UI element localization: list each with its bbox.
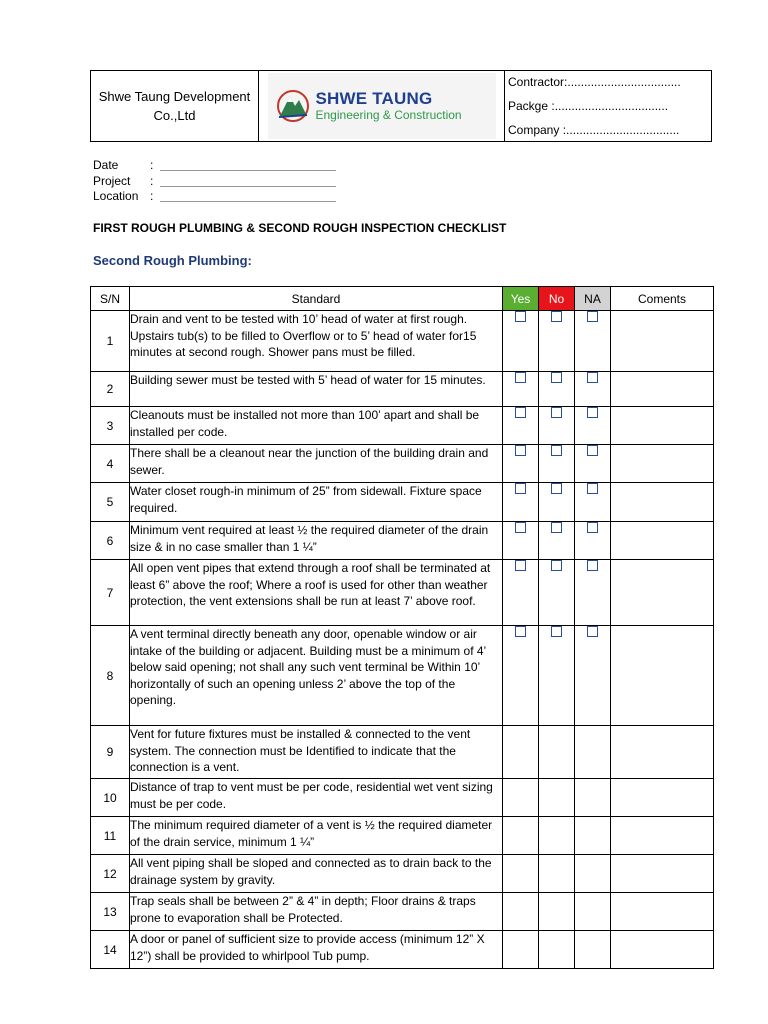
row-number: 6 — [91, 522, 130, 560]
cell-na[interactable] — [575, 522, 611, 560]
mountain-icon — [276, 86, 310, 126]
date-colon: : — [150, 158, 154, 172]
section-subtitle: Second Rough Plumbing: — [93, 253, 252, 268]
row-number: 11 — [91, 817, 130, 855]
checklist-table — [90, 286, 714, 969]
cell-na[interactable] — [575, 372, 611, 407]
cell-no — [539, 931, 575, 969]
cell-yes — [503, 893, 539, 931]
table-row — [91, 726, 714, 779]
cell-na — [575, 726, 611, 779]
standard-text: All open vent pipes that extend through a roof shall be terminated at least 6” above the roof; Where a roof is used for other than weather protection, the vent extensions shall be run at least 7’ above roof. — [130, 560, 503, 626]
yes-checkbox[interactable] — [515, 372, 526, 383]
cell-yes — [503, 779, 539, 817]
no-checkbox[interactable] — [551, 407, 562, 418]
location-input-line[interactable] — [160, 189, 336, 202]
table-row — [91, 931, 714, 969]
standard-text: Distance of trap to vent must be per code, residential wet vent sizing must be per code. — [130, 779, 503, 817]
cell-no[interactable] — [539, 522, 575, 560]
yes-checkbox[interactable] — [515, 483, 526, 494]
comment-cell[interactable] — [611, 522, 714, 560]
row-number: 10 — [91, 779, 130, 817]
no-checkbox[interactable] — [551, 522, 562, 533]
location-colon: : — [150, 189, 154, 203]
cell-yes — [503, 855, 539, 893]
project-row — [93, 174, 336, 190]
row-number: 7 — [91, 560, 130, 626]
header-standard: Standard — [130, 287, 503, 311]
standard-text: Vent for future fixtures must be installed & connected to the vent system. The connection must be Identified to indicate that the connection is a vent. — [130, 726, 503, 779]
cell-na[interactable] — [575, 626, 611, 726]
no-checkbox[interactable] — [551, 311, 562, 322]
no-checkbox[interactable] — [551, 445, 562, 456]
cell-yes[interactable] — [503, 311, 539, 372]
comment-cell[interactable] — [611, 817, 714, 855]
cell-no — [539, 855, 575, 893]
standard-text: Trap seals shall be between 2” & 4” in depth; Floor drains & traps prone to evaporation shall be Protected. — [130, 893, 503, 931]
comment-cell[interactable] — [611, 893, 714, 931]
meta-fields — [93, 158, 336, 205]
standard-text: There shall be a cleanout near the junction of the building drain and sewer. — [130, 445, 503, 483]
na-checkbox[interactable] — [587, 483, 598, 494]
cell-no[interactable] — [539, 311, 575, 372]
row-number: 2 — [91, 372, 130, 407]
yes-checkbox[interactable] — [515, 311, 526, 322]
date-input-line[interactable] — [160, 158, 336, 171]
row-number: 4 — [91, 445, 130, 483]
standard-text: Drain and vent to be tested with 10’ head of water at first rough. Upstairs tub(s) to be filled to Overflow or to 5’ head of water for15 minutes at second rough. Shower pans must be filled. — [130, 311, 503, 372]
yes-checkbox[interactable] — [515, 560, 526, 571]
cell-no[interactable] — [539, 626, 575, 726]
row-number: 13 — [91, 893, 130, 931]
standard-text: Water closet rough-in minimum of 25” from sidewall. Fixture space required. — [130, 483, 503, 522]
standard-text: Minimum vent required at least ½ the required diameter of the drain size & in no case smaller than 1 ¼” — [130, 522, 503, 560]
yes-checkbox[interactable] — [515, 626, 526, 637]
table-row — [91, 779, 714, 817]
cell-na — [575, 931, 611, 969]
cell-no — [539, 726, 575, 779]
yes-checkbox[interactable] — [515, 445, 526, 456]
header-yes: Yes — [503, 287, 539, 311]
cell-na[interactable] — [575, 560, 611, 626]
table-row — [91, 407, 714, 445]
header-comments: Coments — [611, 287, 714, 311]
cell-na[interactable] — [575, 483, 611, 522]
cell-yes[interactable] — [503, 522, 539, 560]
cell-na — [575, 855, 611, 893]
table-body — [91, 311, 714, 969]
logo-title: SHWE TAUNG — [315, 89, 433, 108]
table-row — [91, 893, 714, 931]
cell-na — [575, 779, 611, 817]
table-row — [91, 855, 714, 893]
row-number: 5 — [91, 483, 130, 522]
document-title: FIRST ROUGH PLUMBING & SECOND ROUGH INSPECTION CHECKLIST — [93, 221, 507, 235]
cell-yes[interactable] — [503, 407, 539, 445]
cell-yes — [503, 817, 539, 855]
comment-cell[interactable] — [611, 779, 714, 817]
na-checkbox[interactable] — [587, 626, 598, 637]
cell-na[interactable] — [575, 445, 611, 483]
project-colon: : — [150, 173, 154, 188]
table-header-row — [91, 287, 714, 311]
header-no: No — [539, 287, 575, 311]
standard-text: Cleanouts must be installed not more than 100’ apart and shall be installed per code. — [130, 407, 503, 445]
comment-cell[interactable] — [611, 726, 714, 779]
date-row — [93, 158, 336, 174]
project-input-line[interactable] — [160, 174, 336, 187]
document-header — [90, 70, 712, 142]
comment-cell[interactable] — [611, 931, 714, 969]
table-row — [91, 522, 714, 560]
yes-checkbox[interactable] — [515, 522, 526, 533]
no-checkbox[interactable] — [551, 372, 562, 383]
company-logo — [268, 73, 496, 139]
cell-no — [539, 893, 575, 931]
cell-no[interactable] — [539, 483, 575, 522]
comment-cell[interactable] — [611, 483, 714, 522]
cell-na — [575, 893, 611, 931]
cell-yes[interactable] — [503, 445, 539, 483]
standard-text: A door or panel of sufficient size to provide access (minimum 12” X 12”) shall be provided to whirlpool Tub pump. — [130, 931, 503, 969]
table-row — [91, 372, 714, 407]
table-row — [91, 560, 714, 626]
na-checkbox[interactable] — [587, 445, 598, 456]
table-row — [91, 626, 714, 726]
cell-no[interactable] — [539, 372, 575, 407]
comment-cell[interactable] — [611, 407, 714, 445]
cell-yes[interactable] — [503, 483, 539, 522]
contractor-fields — [505, 71, 711, 141]
table-row — [91, 445, 714, 483]
comment-cell[interactable] — [611, 372, 714, 407]
na-checkbox[interactable] — [587, 522, 598, 533]
na-checkbox[interactable] — [587, 372, 598, 383]
comment-cell[interactable] — [611, 311, 714, 372]
cell-na[interactable] — [575, 407, 611, 445]
company-field[interactable]: Company :.................................. — [508, 123, 680, 137]
contractor-field[interactable]: Contractor:.................................. — [508, 75, 681, 89]
row-number: 14 — [91, 931, 130, 969]
date-label: Date — [93, 158, 119, 172]
row-number: 9 — [91, 726, 130, 779]
table-row — [91, 817, 714, 855]
cell-yes[interactable] — [503, 560, 539, 626]
yes-checkbox[interactable] — [515, 407, 526, 418]
cell-yes — [503, 726, 539, 779]
cell-no — [539, 817, 575, 855]
cell-yes[interactable] — [503, 626, 539, 726]
no-checkbox[interactable] — [551, 560, 562, 571]
standard-text: The minimum required diameter of a vent is ½ the required diameter of the drain service, minimum 1 ¼” — [130, 817, 503, 855]
logo-area — [259, 71, 505, 141]
cell-yes — [503, 931, 539, 969]
project-label: Project — [93, 173, 131, 188]
table-row — [91, 483, 714, 522]
na-checkbox[interactable] — [587, 311, 598, 322]
table-row — [91, 311, 714, 372]
no-checkbox[interactable] — [551, 483, 562, 494]
header-na: NA — [575, 287, 611, 311]
cell-no[interactable] — [539, 407, 575, 445]
company-name: Shwe Taung Development Co.,Ltd — [91, 71, 259, 141]
cell-yes[interactable] — [503, 372, 539, 407]
header-sn: S/N — [91, 287, 130, 311]
no-checkbox[interactable] — [551, 626, 562, 637]
standard-text: All vent piping shall be sloped and connected as to drain back to the drainage system by gravity. — [130, 855, 503, 893]
location-row — [93, 189, 336, 205]
cell-no[interactable] — [539, 445, 575, 483]
cell-no[interactable] — [539, 560, 575, 626]
location-label: Location — [93, 189, 139, 203]
row-number: 12 — [91, 855, 130, 893]
cell-na — [575, 817, 611, 855]
comment-cell[interactable] — [611, 855, 714, 893]
package-field[interactable]: Packge :.................................. — [508, 99, 669, 113]
logo-subtitle: Engineering & Construction — [315, 108, 462, 122]
comment-cell[interactable] — [611, 626, 714, 726]
standard-text: Building sewer must be tested with 5’ head of water for 15 minutes. — [130, 372, 503, 407]
standard-text: A vent terminal directly beneath any door, openable window or air intake of the building or adjacent. Building must be a minimum of 4’ below said opening; not shall any such vent terminal be Within 10’ horizontally of such an opening unless 2’ above the top of the opening. — [130, 626, 503, 726]
comment-cell[interactable] — [611, 560, 714, 626]
comment-cell[interactable] — [611, 445, 714, 483]
cell-na[interactable] — [575, 311, 611, 372]
cell-no — [539, 779, 575, 817]
na-checkbox[interactable] — [587, 407, 598, 418]
na-checkbox[interactable] — [587, 560, 598, 571]
row-number: 8 — [91, 626, 130, 726]
row-number: 1 — [91, 311, 130, 372]
row-number: 3 — [91, 407, 130, 445]
